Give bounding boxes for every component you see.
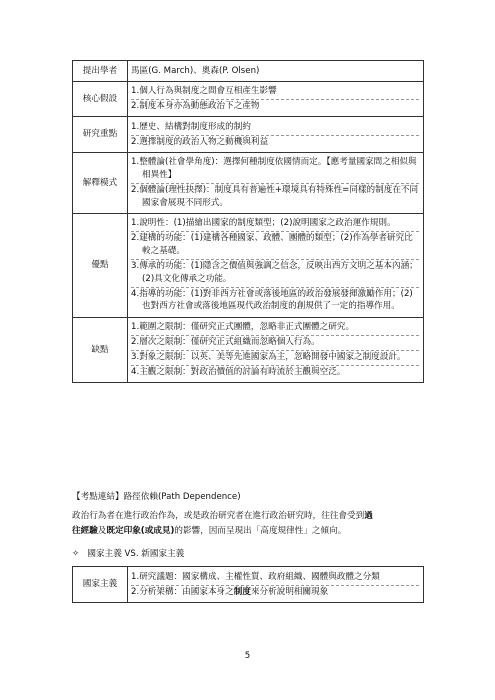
table-row [73, 117, 424, 153]
table-row [73, 152, 424, 213]
list-item: 1.歷史、結構對制度形成的制約 [131, 121, 251, 132]
statism-table [72, 566, 424, 603]
list-item: 2.個體論(理性抉擇)：制度具有普遍性+環境具有特殊性=同樣的制度在不同國家會展現不同形式。 [131, 185, 419, 208]
section-title: 國家主義 VS. 新國家主義 [87, 549, 185, 559]
list-item: 1.整體論(社會學角度)：選擇何種制度依國情而定。【應考量國家間之相似與相異性】 [131, 157, 417, 181]
row-content [128, 213, 424, 317]
path-dependence-paragraph: 政治行為者在進行政治作為，或是政治研究者在進行政治研究時，往往會受到過 往經驗及既定印象(或成見)的影響，因而呈現出「高度規律性」之傾向。 [72, 511, 373, 536]
section-heading [72, 547, 426, 562]
row-content [128, 567, 424, 603]
table-row [73, 317, 424, 383]
table-row [73, 61, 424, 82]
list-item: 馬區(G. March)、奧森(P. Olsen) [131, 65, 260, 76]
list-item: 2.分析架構：由國家本身之制度來分析說明相關現象 [131, 585, 419, 599]
row-label: 優點 [73, 213, 128, 317]
row-label: 提出學者 [73, 61, 128, 82]
list-item: 2.建構的功能：(1)建構各種國家、政體、團體的類型；(2)作為學者研究比較之基礎。 [131, 231, 419, 257]
list-item: 1.範圍之限制：僅研究正式團體，忽略非正式團體之研究。 [131, 322, 355, 332]
row-label: 研究重點 [73, 117, 128, 153]
institutionalism-table [72, 60, 424, 383]
row-label: 解釋模式 [73, 152, 128, 213]
list-item: 2.層次之限制：僅研究正式組織而忽略個人行為。 [131, 335, 419, 349]
list-item: 3.傳承的功能：(1)隱含之價值與強調之信念，反映出西方文明之基本內涵；(2)具文化傳承之功能。 [131, 261, 418, 284]
row-label: 核心假設 [73, 81, 128, 117]
list-item: 4.主觀之限制：對政治價值的討論有時流於主觀與空泛。 [131, 365, 419, 379]
table-row [73, 567, 424, 603]
row-content [128, 81, 424, 117]
list-item: 1.說明性：(1)描繪出國家的制度類型；(2)說明國家之政治運作規則。 [131, 218, 396, 229]
list-item: 2.制度本身亦為動態政治下之產物 [131, 99, 419, 113]
list-item: 2.選擇制度的政治人物之動機與利益 [131, 135, 419, 149]
row-content [128, 152, 424, 213]
row-label: 國家主義 [73, 567, 128, 603]
page-number: 5 [244, 651, 251, 661]
row-label: 缺點 [73, 317, 128, 383]
row-content [128, 317, 424, 383]
diamond-icon: ✧ [72, 549, 80, 559]
list-item: 3.對象之限制：以英、美等先進國家為主，忽略開發中國家之制度設計。 [131, 350, 419, 364]
table-row [73, 81, 424, 117]
exam-link-heading: 【考點連結】路徑依賴(Path Dependence) [72, 492, 241, 502]
table-row [73, 213, 424, 317]
row-content [128, 117, 424, 153]
list-item: 1.個人行為與制度之間會互相產生影響 [131, 86, 277, 97]
row-content [128, 61, 424, 82]
list-item: 4.指導的功能：(1)對非西方社會或落後地區的政治發展發揮激勵作用；(2)也對西方社會或落後地區現代政治制度的創規供了一定的指導作用。 [131, 287, 419, 313]
list-item: 1.研究議題：國家構成、主權性質、政府組織、國體與政體之分類 [131, 571, 380, 582]
